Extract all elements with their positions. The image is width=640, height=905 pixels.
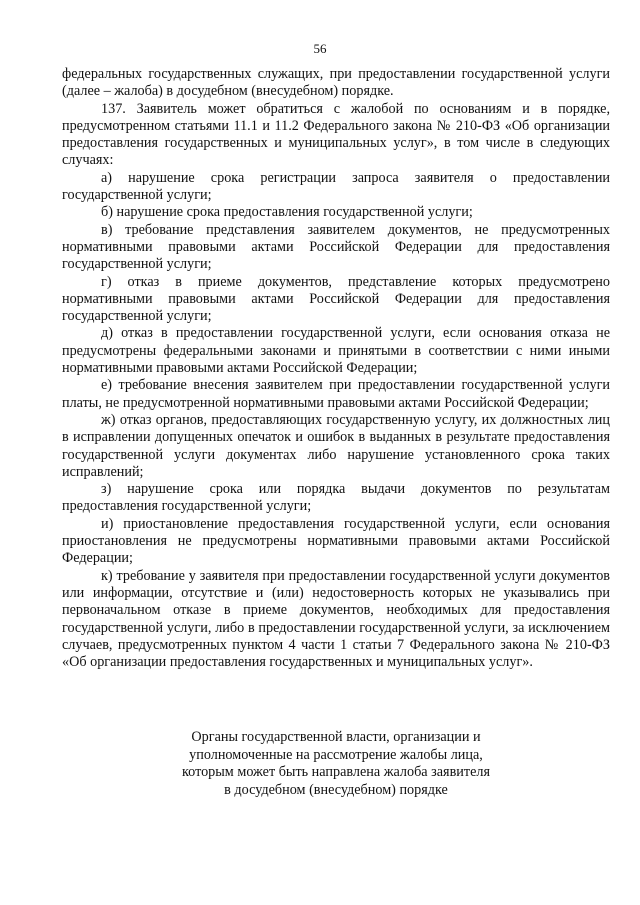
list-item-k: к) требование у заявителя при предоставлении государственной услуги документов или информации, отсутствие и (или) недостоверность которых не указывались при первоначальном отказе в приеме документов, необходимых для предоставления государственной услуги, либо в предоставлении государственной услуги, за исключением случаев, предусмотренных пунктом 4 части 1 статьи 7 Федерального закона № 210-ФЗ «Об организации предоставления государственных и муниципальных услуг». — [62, 567, 610, 671]
list-item-a: а) нарушение срока регистрации запроса заявителя о предоставлении государственной услуги; — [62, 169, 610, 204]
heading-line: уполномоченные на рассмотрение жалобы лица, — [189, 746, 483, 763]
list-item-b: б) нарушение срока предоставления государственной услуги; — [101, 204, 473, 221]
paragraph-137: 137. Заявитель может обратиться с жалобой по основаниям и в порядке, предусмотренном статьями 11.1 и 11.2 Федерального закона № 210-ФЗ «Об организации предоставления государственных и муниципальных услуг», в том числе в следующих случаях: — [62, 100, 610, 169]
list-item-i: и) приостановление предоставления государственной услуги, если основания приостановления не предусмотрены нормативными правовыми актами Российской Федерации; — [62, 515, 610, 567]
section-heading — [100, 729, 572, 799]
list-item-d: д) отказ в предоставлении государственной услуги, если основания отказа не предусмотрены федеральными законами и принятыми в соответствии с ними иными нормативными правовыми актами Российской Федерации; — [62, 325, 610, 377]
paragraph-continuation: федеральных государственных служащих, при предоставлении государственной услуги (далее – жалоба) в досудебном (внесудебном) порядке. — [62, 66, 610, 100]
list-item-g: г) отказ в приеме документов, представление которых предусмотрено нормативными правовыми актами Российской Федерации для предоставления государственной услуги; — [62, 273, 610, 325]
list-item-zh: ж) отказ органов, предоставляющих государственную услугу, их должностных лиц в исправлении допущенных опечаток и ошибок в выданных в результате предоставления государственной услуги документах либо нарушение установленного срока таких исправлений; — [62, 411, 610, 480]
list-item-z: з) нарушение срока или порядка выдачи документов по результатам предоставления государственной услуги; — [62, 481, 610, 515]
heading-line: которым может быть направлена жалоба заявителя — [182, 764, 490, 780]
document-body — [62, 66, 610, 671]
list-item-v: в) требование представления заявителем документов, не предусмотренных нормативными правовыми актами Российской Федерации для предоставления государственной услуги; — [62, 221, 610, 273]
heading-line: Органы государственной власти, организации и — [191, 729, 481, 745]
page-number: 56 — [313, 41, 327, 56]
list-item-e: е) требование внесения заявителем при предоставлении государственной услуги платы, не предусмотренной нормативными правовыми актами Российской Федерации; — [62, 377, 610, 411]
heading-line: в досудебном (внесудебном) порядке — [224, 781, 448, 798]
